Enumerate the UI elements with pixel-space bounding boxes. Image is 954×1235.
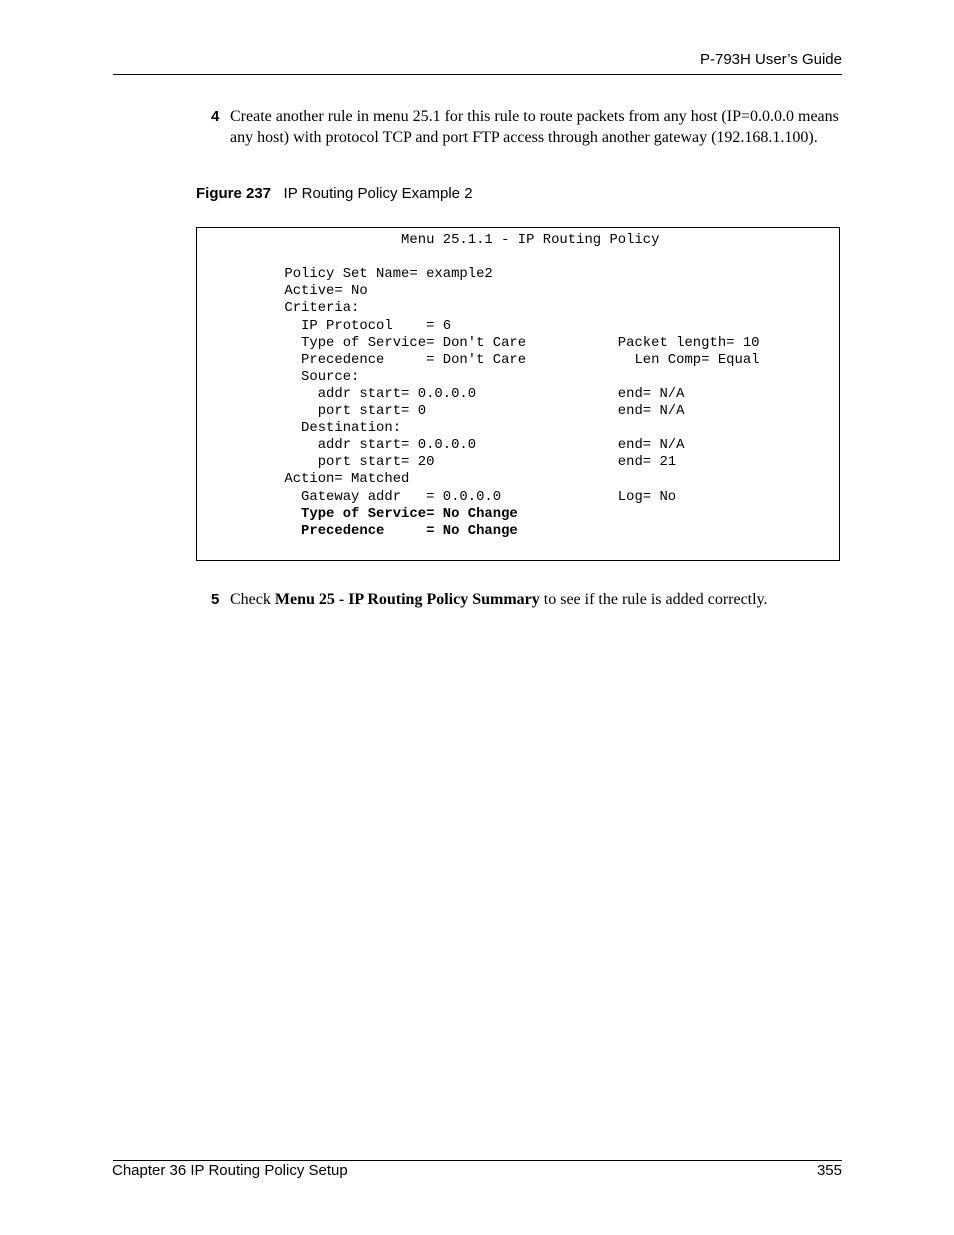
terminal-line: Gateway addr = 0.0.0.0 Log= No <box>201 488 677 505</box>
terminal-line: Policy Set Name= example2 <box>201 266 493 283</box>
terminal-line: addr start= 0.0.0.0 end= N/A <box>201 385 685 402</box>
terminal-line: Precedence = No Change <box>201 522 518 539</box>
figure-caption <box>196 185 473 203</box>
terminal-line: Destination: <box>201 420 402 437</box>
step-text: Create another rule in menu 25.1 for this rule to route packets from any host (IP=0.0.0.0 means any host) with protocol TCP and port FTP access through another gateway (192.168.1.100). <box>230 108 839 146</box>
terminal-line: Active= No <box>201 283 368 300</box>
terminal-line: addr start= 0.0.0.0 end= N/A <box>201 437 685 454</box>
figure-title: IP Routing Policy Example 2 <box>283 185 473 202</box>
step-text-prefix: Check <box>230 591 275 608</box>
step-5 <box>211 590 851 612</box>
terminal-line: Type of Service= Don't Care Packet length= 10 <box>201 334 760 351</box>
step-number: 4 <box>211 108 220 125</box>
menu-reference: Menu 25 - IP Routing Policy Summary <box>274 591 540 608</box>
header-divider <box>113 74 842 75</box>
step-text-suffix: to see if the rule is added correctly. <box>539 591 768 608</box>
running-header: P-793H User’s Guide <box>699 51 842 68</box>
terminal-screen <box>196 227 840 561</box>
page-number: 355 <box>816 1162 842 1179</box>
step-4 <box>211 107 851 169</box>
footer-divider <box>113 1160 842 1161</box>
terminal-line: Criteria: <box>201 300 360 317</box>
terminal-line: Type of Service= No Change <box>201 505 518 522</box>
terminal-line: Action= Matched <box>201 471 410 488</box>
terminal-line: port start= 0 end= N/A <box>201 403 685 419</box>
terminal-line: Source: <box>201 368 360 385</box>
terminal-line: IP Protocol = 6 <box>201 317 452 334</box>
footer-chapter: Chapter 36 IP Routing Policy Setup <box>112 1162 348 1179</box>
step-text <box>230 590 845 611</box>
terminal-line: Precedence = Don't Care Len Comp= Equal <box>201 351 760 368</box>
terminal-line: port start= 20 end= 21 <box>201 454 677 471</box>
terminal-line: Menu 25.1.1 - IP Routing Policy <box>201 232 660 248</box>
step-number: 5 <box>211 591 220 608</box>
figure-number: Figure 237 <box>196 185 272 202</box>
